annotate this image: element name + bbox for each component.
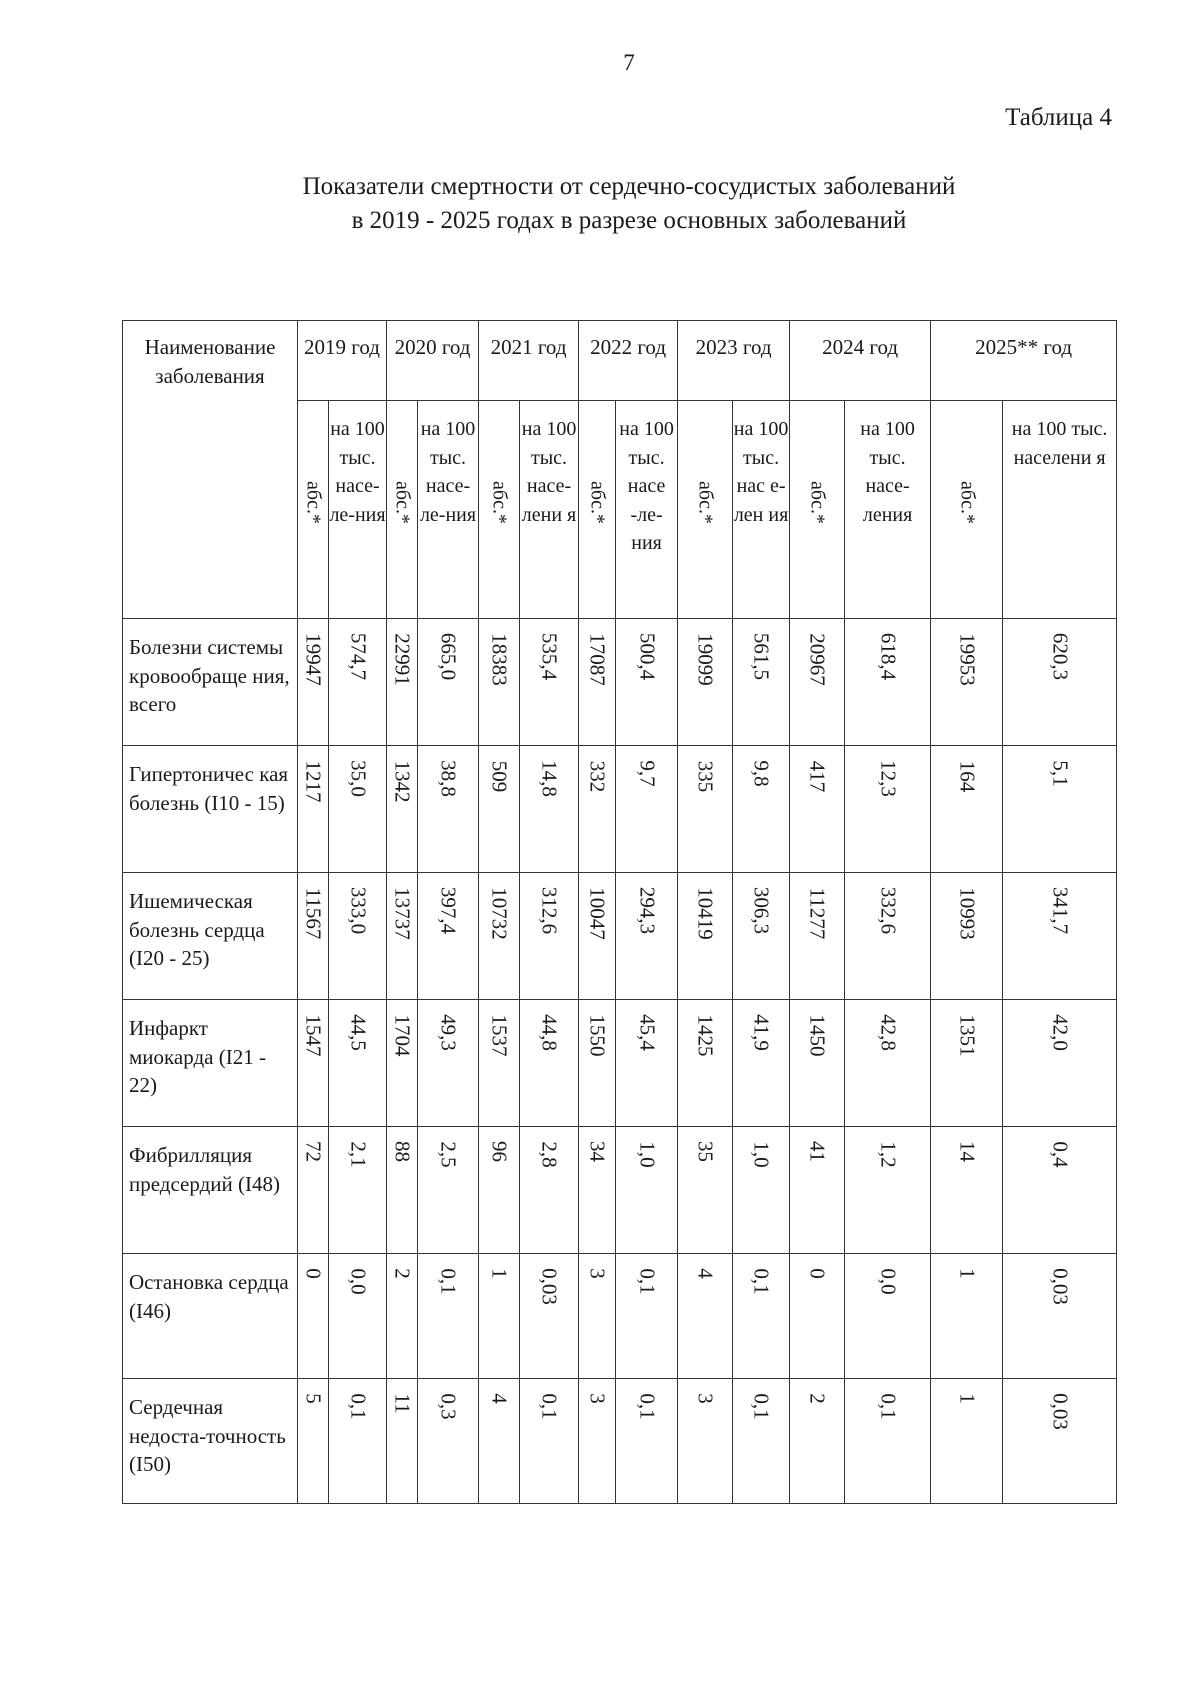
disease-name: Гипертоничес кая болезнь (I10 - 15) bbox=[123, 746, 298, 873]
value-text: 9,8 bbox=[749, 759, 774, 787]
value-per-100k bbox=[520, 1379, 579, 1504]
value-text: 397,4 bbox=[436, 886, 461, 935]
value-text: 1 bbox=[955, 1393, 980, 1404]
value-text: 4 bbox=[487, 1393, 512, 1404]
value-text: 22991 bbox=[390, 633, 415, 686]
value-absolute bbox=[479, 619, 520, 746]
value-per-100k bbox=[845, 1379, 931, 1504]
value-per-100k bbox=[845, 746, 931, 873]
value-text: 1351 bbox=[955, 1014, 980, 1056]
disease-name: Остановка сердца (I46) bbox=[123, 1254, 298, 1379]
value-absolute bbox=[387, 619, 418, 746]
value-text: 12,3 bbox=[876, 760, 901, 797]
value-text: 3 bbox=[585, 1393, 610, 1404]
value-text: 44,8 bbox=[537, 1014, 562, 1051]
subheader-absolute-label: абс.* bbox=[956, 481, 979, 524]
value-per-100k bbox=[329, 1127, 387, 1254]
value-absolute bbox=[479, 873, 520, 1000]
value-per-100k bbox=[845, 1254, 931, 1379]
subheader-per-100k: на 100 тыс. насе -ле-ния bbox=[616, 401, 678, 619]
value-per-100k bbox=[1003, 1254, 1117, 1379]
value-text: 49,3 bbox=[436, 1014, 461, 1051]
value-text: 2 bbox=[390, 1268, 415, 1279]
value-per-100k bbox=[520, 1000, 579, 1127]
value-per-100k bbox=[1003, 1127, 1117, 1254]
table-row bbox=[123, 1127, 1117, 1254]
value-absolute bbox=[931, 619, 1003, 746]
year-header: 2024 год bbox=[790, 321, 931, 401]
value-text: 509 bbox=[487, 760, 512, 792]
value-text: 341,7 bbox=[1048, 886, 1073, 935]
value-text: 11567 bbox=[301, 887, 326, 939]
subheader-per-100k: на 100 тыс. нас е-лен ия bbox=[733, 401, 790, 619]
subheader-absolute bbox=[790, 401, 845, 619]
subheader-absolute-label: абс.* bbox=[806, 481, 829, 524]
value-text: 417 bbox=[805, 760, 830, 792]
value-text: 1342 bbox=[390, 760, 415, 802]
value-text: 11277 bbox=[805, 887, 830, 939]
value-text: 4 bbox=[693, 1268, 718, 1279]
value-text: 332 bbox=[585, 760, 610, 792]
value-per-100k bbox=[616, 1254, 678, 1379]
value-text: 0,03 bbox=[537, 1268, 562, 1305]
value-absolute bbox=[678, 619, 733, 746]
value-per-100k bbox=[616, 746, 678, 873]
value-text: 0,0 bbox=[346, 1267, 370, 1295]
title-line-2: в 2019 - 2025 годах в разрезе основных заболеваний bbox=[351, 207, 907, 234]
disease-name: Ишемическая болезнь сердца (I20 - 25) bbox=[123, 873, 298, 1000]
table-row bbox=[123, 1000, 1117, 1127]
value-absolute bbox=[931, 1127, 1003, 1254]
value-absolute bbox=[387, 1000, 418, 1127]
value-per-100k bbox=[520, 619, 579, 746]
value-text: 1,0 bbox=[635, 1140, 660, 1168]
value-absolute bbox=[387, 1127, 418, 1254]
subheader-absolute-label: абс.* bbox=[302, 481, 325, 524]
value-text: 13737 bbox=[390, 887, 415, 940]
value-per-100k bbox=[520, 746, 579, 873]
value-text: 5,1 bbox=[1048, 759, 1073, 787]
value-text: 0,1 bbox=[346, 1392, 370, 1420]
value-text: 20967 bbox=[805, 633, 830, 686]
value-text: 535,4 bbox=[537, 632, 562, 681]
value-text: 1 bbox=[955, 1268, 980, 1279]
value-absolute bbox=[931, 1254, 1003, 1379]
value-per-100k bbox=[733, 619, 790, 746]
value-text: 1425 bbox=[693, 1014, 718, 1056]
value-text: 0,1 bbox=[876, 1392, 901, 1420]
value-per-100k bbox=[1003, 873, 1117, 1000]
value-per-100k bbox=[845, 619, 931, 746]
value-text: 0 bbox=[805, 1268, 830, 1279]
value-text: 2,5 bbox=[436, 1140, 461, 1168]
page-number: 7 bbox=[623, 50, 635, 75]
value-per-100k bbox=[616, 619, 678, 746]
subheader-per-100k: на 100 тыс. насе-ле-ния bbox=[418, 401, 479, 619]
value-text: 164 bbox=[955, 760, 980, 792]
value-absolute bbox=[790, 1127, 845, 1254]
value-text: 96 bbox=[487, 1141, 512, 1162]
value-absolute bbox=[678, 873, 733, 1000]
document-title bbox=[0, 170, 1200, 238]
value-text: 72 bbox=[301, 1141, 326, 1162]
title-line-1: Показатели смертности от сердечно-сосудистых заболеваний bbox=[302, 173, 956, 200]
value-absolute bbox=[579, 619, 616, 746]
value-text: 10419 bbox=[693, 887, 718, 940]
value-absolute bbox=[479, 1000, 520, 1127]
value-per-100k bbox=[733, 1254, 790, 1379]
value-absolute bbox=[579, 1127, 616, 1254]
subheader-per-100k: на 100 тыс. насе-ления bbox=[845, 401, 931, 619]
value-text: 34 bbox=[585, 1141, 610, 1162]
value-absolute bbox=[931, 873, 1003, 1000]
value-per-100k bbox=[733, 873, 790, 1000]
value-text: 2 bbox=[805, 1393, 830, 1404]
value-per-100k bbox=[418, 619, 479, 746]
value-absolute bbox=[790, 1254, 845, 1379]
value-absolute bbox=[678, 1127, 733, 1254]
value-text: 42,0 bbox=[1048, 1014, 1073, 1051]
value-text: 0,1 bbox=[635, 1267, 660, 1295]
value-text: 0,1 bbox=[749, 1267, 774, 1295]
value-text: 574,7 bbox=[346, 632, 370, 681]
value-per-100k bbox=[1003, 1379, 1117, 1504]
value-per-100k bbox=[329, 1379, 387, 1504]
value-per-100k bbox=[616, 1379, 678, 1504]
value-absolute bbox=[387, 873, 418, 1000]
value-text: 3 bbox=[693, 1393, 718, 1404]
subheader-absolute-label: абс.* bbox=[694, 481, 717, 524]
value-text: 3 bbox=[585, 1268, 610, 1279]
value-per-100k bbox=[329, 746, 387, 873]
value-absolute bbox=[387, 1379, 418, 1504]
table-row bbox=[123, 619, 1117, 746]
subheader-absolute bbox=[479, 401, 520, 619]
value-text: 18383 bbox=[487, 633, 512, 686]
value-text: 1,2 bbox=[876, 1140, 901, 1168]
value-text: 19099 bbox=[693, 633, 718, 686]
value-per-100k bbox=[733, 746, 790, 873]
value-absolute bbox=[387, 1254, 418, 1379]
value-text: 14,8 bbox=[537, 760, 562, 797]
value-per-100k bbox=[1003, 1000, 1117, 1127]
value-absolute bbox=[298, 746, 329, 873]
value-text: 0,1 bbox=[749, 1392, 774, 1420]
year-header: 2019 год bbox=[298, 321, 387, 401]
value-text: 1,0 bbox=[749, 1140, 774, 1168]
value-text: 45,4 bbox=[635, 1014, 660, 1051]
value-text: 618,4 bbox=[876, 632, 901, 681]
table-row bbox=[123, 873, 1117, 1000]
value-text: 0 bbox=[301, 1268, 326, 1279]
value-text: 17087 bbox=[585, 633, 610, 686]
value-per-100k bbox=[520, 1254, 579, 1379]
value-text: 1217 bbox=[301, 760, 326, 802]
value-text: 332,6 bbox=[876, 886, 901, 935]
value-per-100k bbox=[520, 1127, 579, 1254]
value-text: 35,0 bbox=[346, 760, 370, 797]
value-absolute bbox=[790, 746, 845, 873]
value-per-100k bbox=[733, 1000, 790, 1127]
value-absolute bbox=[479, 1254, 520, 1379]
disease-name: Сердечная недоста-точность (I50) bbox=[123, 1379, 298, 1504]
subheader-per-100k: на 100 тыс. населени я bbox=[1003, 401, 1117, 619]
value-text: 5 bbox=[301, 1393, 326, 1404]
disease-name: Инфаркт миокарда (I21 - 22) bbox=[123, 1000, 298, 1127]
disease-name: Фибрилляция предсердий (I48) bbox=[123, 1127, 298, 1254]
year-header: 2023 год bbox=[678, 321, 790, 401]
disease-name: Болезни системы кровообраще ния, всего bbox=[123, 619, 298, 746]
value-absolute bbox=[790, 1379, 845, 1504]
value-text: 1537 bbox=[487, 1014, 512, 1056]
value-absolute bbox=[579, 1254, 616, 1379]
year-header: 2021 год bbox=[479, 321, 579, 401]
value-text: 44,5 bbox=[346, 1014, 370, 1051]
value-absolute bbox=[298, 619, 329, 746]
year-header: 2022 год bbox=[579, 321, 678, 401]
value-absolute bbox=[790, 873, 845, 1000]
value-absolute bbox=[678, 1379, 733, 1504]
value-text: 306,3 bbox=[749, 886, 774, 935]
value-text: 1450 bbox=[805, 1014, 830, 1056]
value-per-100k bbox=[845, 873, 931, 1000]
subheader-absolute bbox=[931, 401, 1003, 619]
value-text: 14 bbox=[955, 1141, 980, 1162]
subheader-absolute bbox=[678, 401, 733, 619]
value-text: 0,4 bbox=[1048, 1140, 1073, 1168]
year-header: 2020 год bbox=[387, 321, 479, 401]
value-text: 11 bbox=[390, 1392, 415, 1414]
value-per-100k bbox=[733, 1379, 790, 1504]
value-absolute bbox=[931, 746, 1003, 873]
value-per-100k bbox=[418, 1127, 479, 1254]
value-text: 2,1 bbox=[346, 1140, 370, 1168]
value-absolute bbox=[579, 873, 616, 1000]
value-text: 1550 bbox=[585, 1014, 610, 1056]
value-per-100k bbox=[520, 873, 579, 1000]
value-per-100k bbox=[329, 1254, 387, 1379]
value-per-100k bbox=[329, 619, 387, 746]
value-absolute bbox=[678, 746, 733, 873]
value-text: 500,4 bbox=[635, 632, 660, 681]
subheader-absolute-label: абс.* bbox=[586, 481, 609, 524]
table-row bbox=[123, 1379, 1117, 1504]
value-text: 0,03 bbox=[1048, 1268, 1073, 1305]
value-text: 561,5 bbox=[749, 632, 774, 681]
value-text: 38,8 bbox=[436, 760, 461, 797]
value-absolute bbox=[479, 1379, 520, 1504]
value-per-100k bbox=[1003, 619, 1117, 746]
value-text: 1547 bbox=[301, 1014, 326, 1056]
value-text: 333,0 bbox=[346, 886, 370, 935]
value-absolute bbox=[298, 873, 329, 1000]
value-absolute bbox=[931, 1379, 1003, 1504]
value-absolute bbox=[931, 1000, 1003, 1127]
value-absolute bbox=[298, 1254, 329, 1379]
table-row bbox=[123, 746, 1117, 873]
value-text: 2,8 bbox=[537, 1140, 562, 1168]
value-per-100k bbox=[418, 746, 479, 873]
subheader-absolute bbox=[298, 401, 329, 619]
subheader-per-100k: на 100 тыс. насе-ле-ния bbox=[329, 401, 387, 619]
value-absolute bbox=[479, 1127, 520, 1254]
value-text: 0,03 bbox=[1048, 1393, 1073, 1430]
subheader-absolute bbox=[387, 401, 418, 619]
value-text: 665,0 bbox=[436, 632, 461, 681]
table-row bbox=[123, 1254, 1117, 1379]
value-text: 620,3 bbox=[1048, 632, 1073, 681]
value-per-100k bbox=[418, 873, 479, 1000]
value-per-100k bbox=[418, 1254, 479, 1379]
subheader-absolute-label: абс.* bbox=[488, 481, 511, 524]
value-text: 0,1 bbox=[436, 1267, 461, 1295]
value-per-100k bbox=[845, 1127, 931, 1254]
subheader-per-100k: на 100 тыс. насе-лени я bbox=[520, 401, 579, 619]
value-absolute bbox=[479, 746, 520, 873]
value-absolute bbox=[298, 1127, 329, 1254]
value-absolute bbox=[790, 619, 845, 746]
value-text: 0,3 bbox=[436, 1392, 461, 1420]
value-text: 41 bbox=[805, 1141, 830, 1162]
value-text: 19953 bbox=[955, 633, 980, 686]
value-text: 0,0 bbox=[876, 1267, 901, 1295]
value-per-100k bbox=[733, 1127, 790, 1254]
subheader-absolute bbox=[579, 401, 616, 619]
value-text: 42,8 bbox=[876, 1014, 901, 1051]
value-per-100k bbox=[616, 1127, 678, 1254]
subheader-absolute-label: абс.* bbox=[391, 481, 414, 524]
value-text: 0,1 bbox=[635, 1392, 660, 1420]
value-text: 19947 bbox=[301, 633, 326, 686]
value-absolute bbox=[298, 1379, 329, 1504]
value-text: 335 bbox=[693, 760, 718, 792]
value-per-100k bbox=[418, 1000, 479, 1127]
table-label: Таблица 4 bbox=[1005, 104, 1112, 131]
value-text: 0,1 bbox=[537, 1392, 562, 1420]
value-absolute bbox=[579, 1000, 616, 1127]
value-per-100k bbox=[616, 873, 678, 1000]
value-absolute bbox=[387, 746, 418, 873]
value-text: 294,3 bbox=[635, 886, 660, 935]
value-text: 41,9 bbox=[749, 1014, 774, 1051]
value-absolute bbox=[298, 1000, 329, 1127]
value-per-100k bbox=[1003, 746, 1117, 873]
value-absolute bbox=[790, 1000, 845, 1127]
value-text: 10732 bbox=[487, 887, 512, 940]
value-text: 88 bbox=[390, 1141, 415, 1162]
value-text: 35 bbox=[693, 1141, 718, 1162]
value-per-100k bbox=[329, 1000, 387, 1127]
value-text: 10047 bbox=[585, 887, 610, 940]
value-absolute bbox=[579, 1379, 616, 1504]
value-text: 9,7 bbox=[635, 759, 660, 787]
column-header-disease-name: Наименование заболевания bbox=[123, 321, 298, 619]
value-text: 1704 bbox=[390, 1014, 415, 1056]
value-absolute bbox=[678, 1254, 733, 1379]
value-per-100k bbox=[418, 1379, 479, 1504]
value-text: 1 bbox=[487, 1268, 512, 1279]
value-text: 10993 bbox=[955, 887, 980, 940]
value-absolute bbox=[579, 746, 616, 873]
value-per-100k bbox=[329, 873, 387, 1000]
value-absolute bbox=[678, 1000, 733, 1127]
value-text: 312,6 bbox=[537, 886, 562, 935]
value-per-100k bbox=[616, 1000, 678, 1127]
mortality-table bbox=[122, 320, 1117, 1504]
value-per-100k bbox=[845, 1000, 931, 1127]
year-header: 2025** год bbox=[931, 321, 1117, 401]
